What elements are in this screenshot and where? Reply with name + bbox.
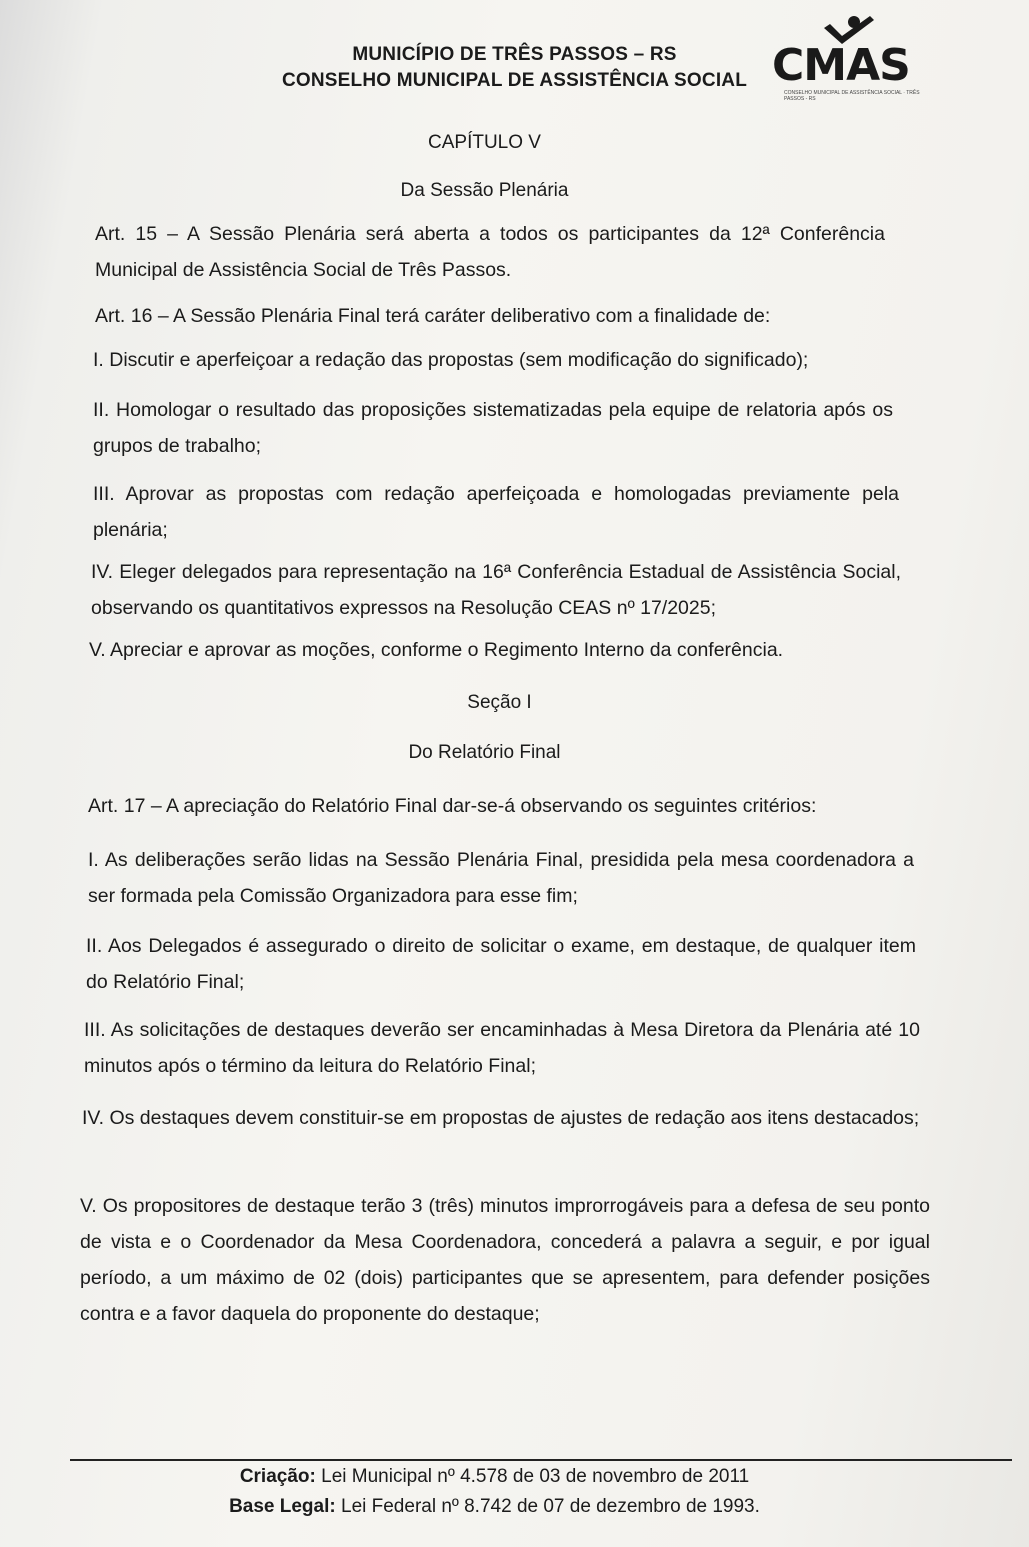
cmas-logo (772, 14, 937, 102)
footer-legal-basis (0, 1496, 1009, 1518)
chapter-title: CAPÍTULO V (428, 132, 541, 153)
footer-creation-label: Criação: (239, 1466, 316, 1487)
header-municipality: MUNICÍPIO DE TRÊS PASSOS – RS (352, 44, 677, 65)
article-17-item-2: II. Aos Delegados é assegurado o direito de solicitar o exame, em destaque, de qualquer item do Relatório Final; (86, 935, 916, 993)
logo-subtext: CONSELHO MUNICIPAL DE ASSISTÊNCIA SOCIAL · TRÊS PASSOS - RS (784, 90, 920, 102)
article-17-item-1: I. As deliberações serão lidas na Sessão Plenária Final, presidida pela mesa coordenadora a ser formada pela Comissão Organizadora para esse fim; (88, 849, 914, 907)
article-17-item-5: V. Os propositores de destaque terão 3 (três) minutos improrrogáveis para a defesa de seu ponto de vista e o Coordenador da Mesa Coordenadora, concederá a palavra a seguir, e por igual período, a um máximo de 02 (dois) participantes que se apresentem, para defender posições contra e a favor daquela do proponente do destaque; (80, 1195, 930, 1325)
article-16-item-2: II. Homologar o resultado das proposições sistematizadas pela equipe de relatoria após os grupos de trabalho; (93, 399, 893, 457)
footer-creation-text: Lei Municipal nº 4.578 de 03 de novembro de 2011 (315, 1466, 750, 1487)
section-subtitle: Do Relatório Final (408, 742, 561, 763)
article-17-intro: Art. 17 – A apreciação do Relatório Final dar-se-á observando os seguintes critérios: (88, 795, 817, 817)
chapter-subtitle: Da Sessão Plenária (400, 180, 569, 201)
header-council: CONSELHO MUNICIPAL DE ASSISTÊNCIA SOCIAL (281, 70, 748, 91)
article-16-item-4: IV. Eleger delegados para representação na 16ª Conferência Estadual de Assistência Social, observando os quantitativos expressos na Resolução CEAS nº 17/2025; (91, 561, 901, 619)
footer-legal-text: Lei Federal nº 8.742 de 07 de dezembro de 1993. (335, 1496, 760, 1517)
section-title: Seção I (467, 692, 532, 713)
article-17-item-4: IV. Os destaques devem constituir-se em propostas de ajustes de redação aos itens destacados; (82, 1107, 920, 1129)
footer-legal-label: Base Legal: (229, 1496, 336, 1517)
footer-creation (0, 1466, 1009, 1488)
article-15: Art. 15 – A Sessão Plenária será aberta a todos os participantes da 12ª Conferência Municipal de Assistência Social de Três Passos. (95, 223, 885, 281)
article-16-intro: Art. 16 – A Sessão Plenária Final terá caráter deliberativo com a finalidade de: (95, 305, 771, 327)
article-16-item-1: I. Discutir e aperfeiçoar a redação das propostas (sem modificação do significado); (93, 349, 809, 371)
article-17-item-3: III. As solicitações de destaques deverão ser encaminhadas à Mesa Diretora da Plenária até 10 minutos após o término da leitura do Relatório Final; (84, 1019, 920, 1077)
article-16-item-3: III. Aprovar as propostas com redação aperfeiçoada e homologadas previamente pela plenária; (93, 483, 899, 541)
footer-divider (70, 1459, 1012, 1461)
logo-text: CMAS (772, 40, 910, 91)
article-16-item-5: V. Apreciar e aprovar as moções, conforme o Regimento Interno da conferência. (89, 639, 784, 661)
